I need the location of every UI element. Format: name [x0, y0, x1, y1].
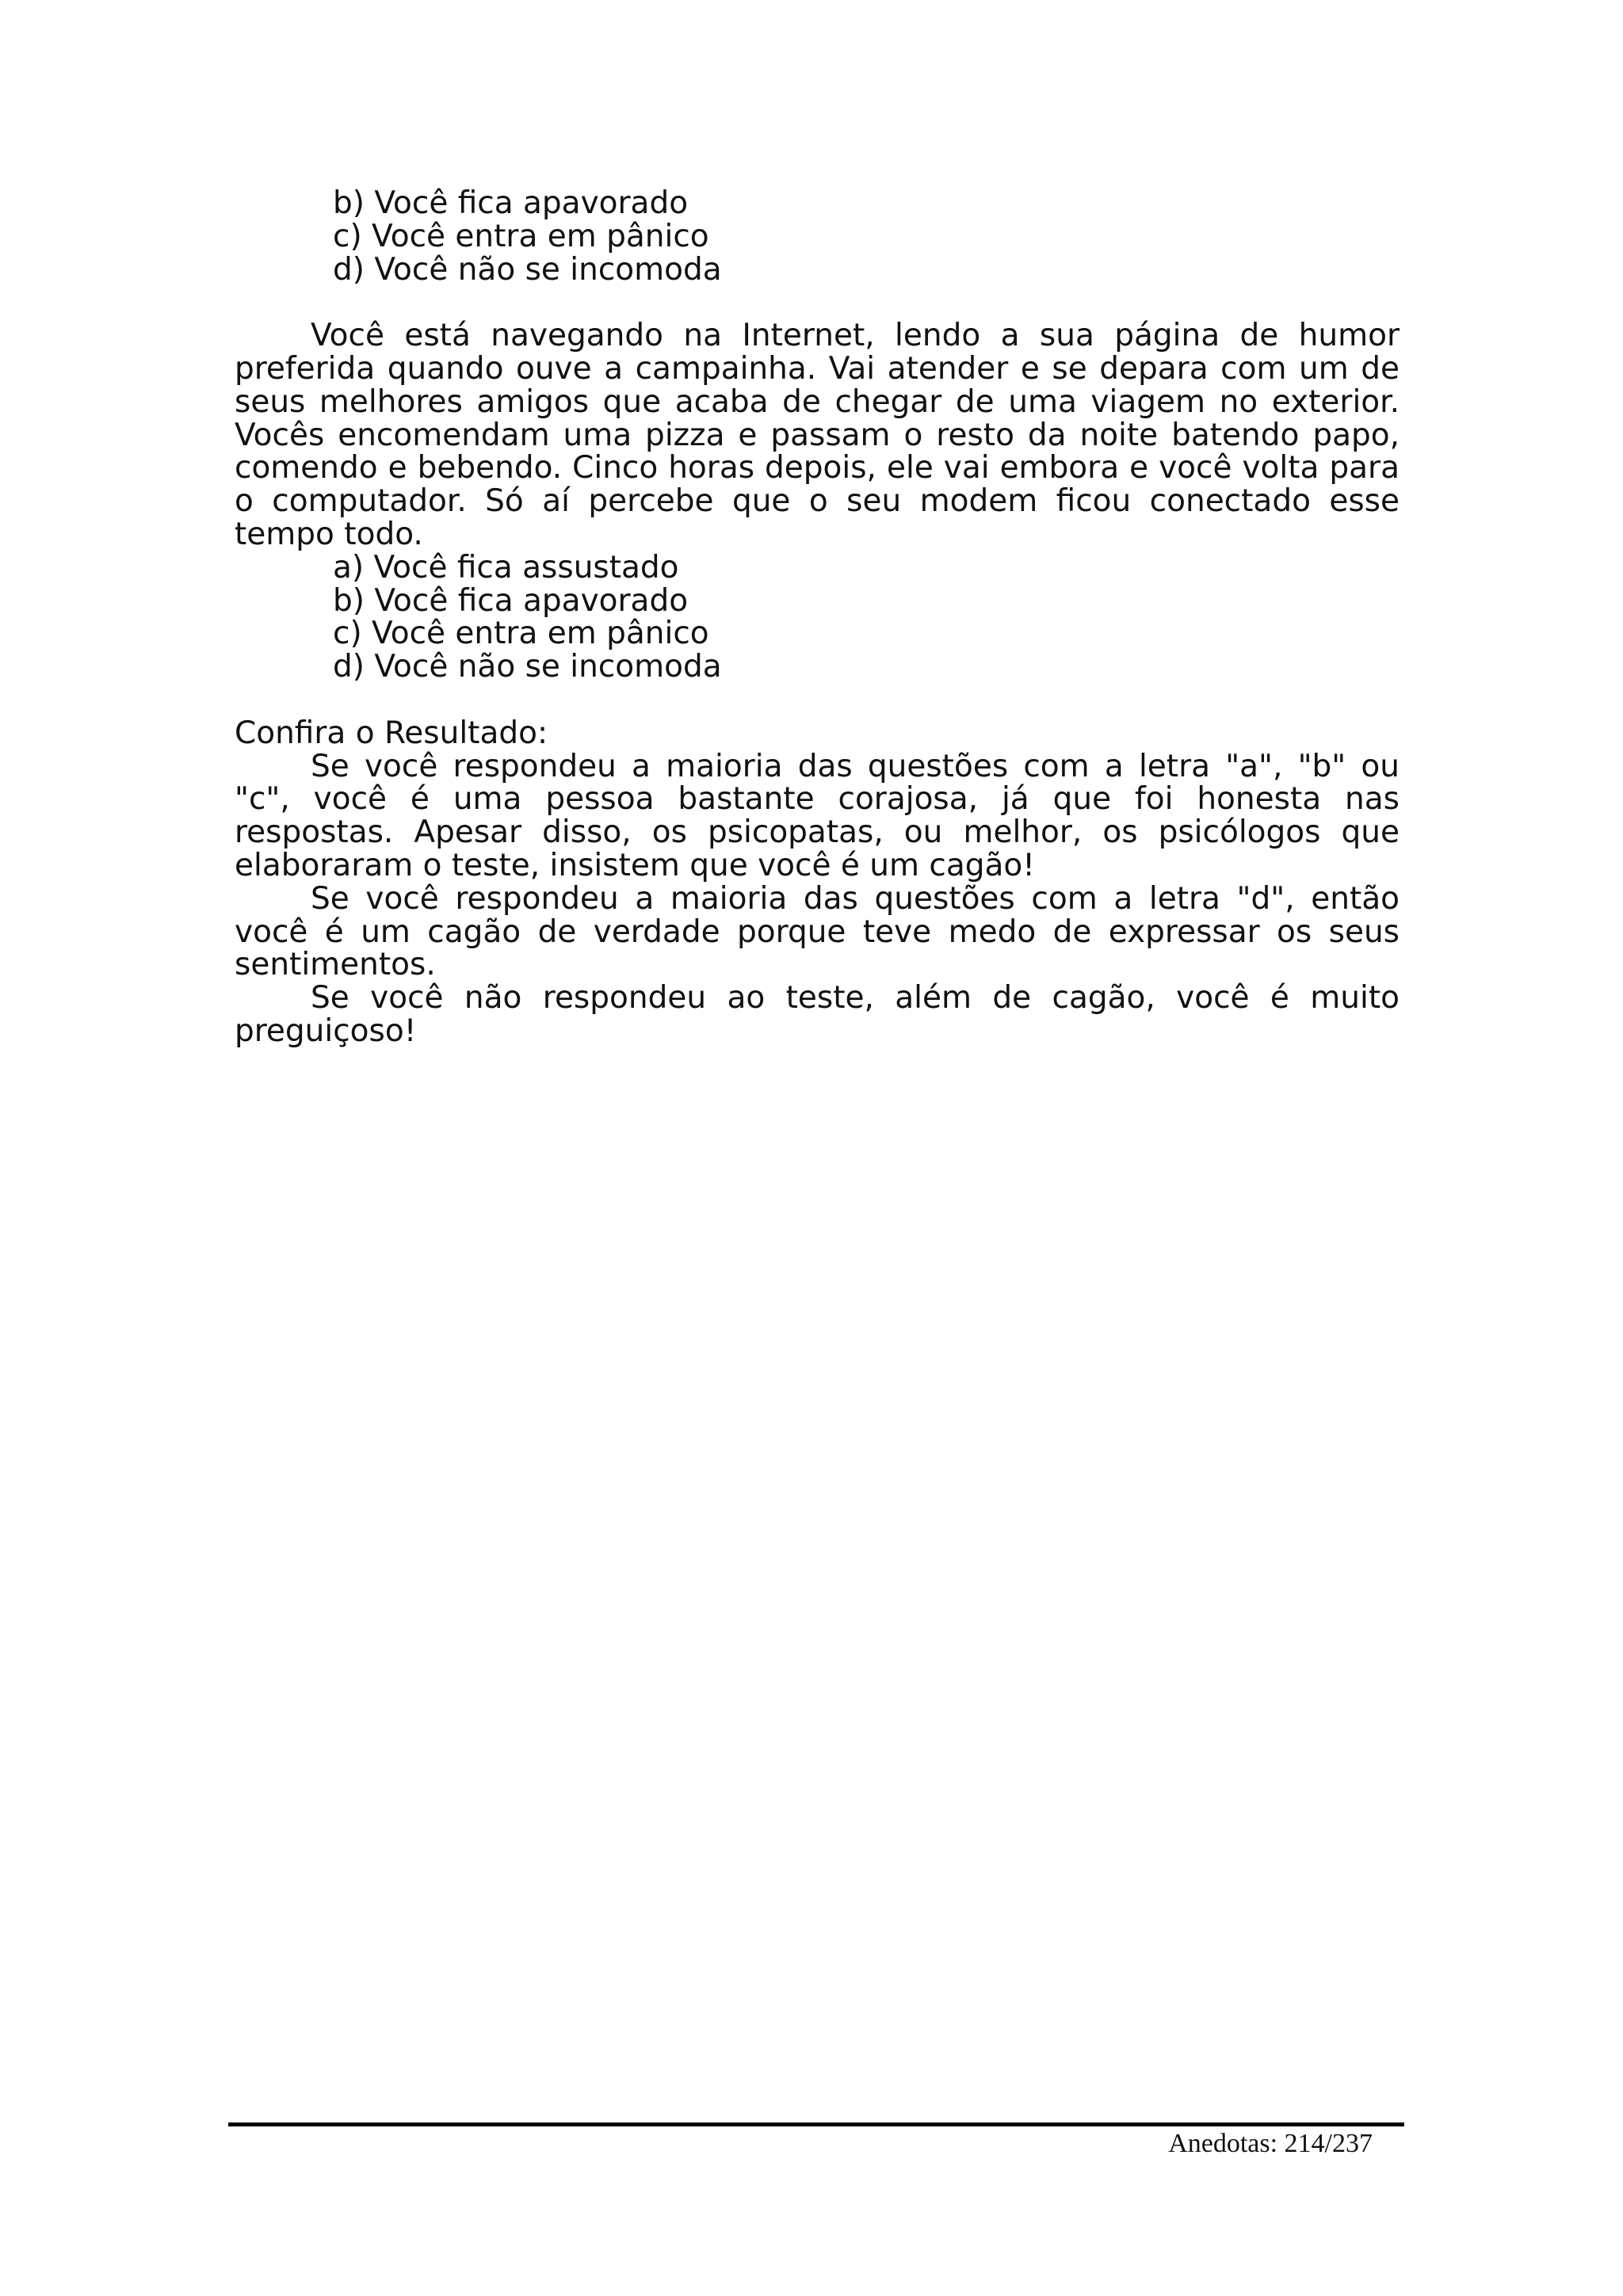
option-d: d) Você não se incomoda: [333, 649, 722, 685]
option-a: a) Você fica assustado: [333, 549, 679, 585]
blank-line: [235, 684, 1400, 717]
result-paragraph-none: Se você não respondeu ao teste, além de cagão, você é muito preguiçoso!: [235, 980, 1400, 1049]
result-paragraph-abc: Se você respondeu a maioria das questões com a letra "a", "b" ou "c", você é uma pessoa bastante corajosa, já que foi honesta nas respostas. Apesar disso, os psicopatas, ou melhor, os psicólogos que elaboraram o teste, insistem que você é um cagão!: [235, 748, 1400, 883]
option-c: c) Você entra em pânico: [333, 616, 709, 652]
result-heading: Confira o Resultado:: [235, 715, 548, 751]
options-list-continued: [235, 187, 1400, 286]
option-b: b) Você fica apavorado: [333, 185, 689, 221]
page-number: Anedotas: 214/237: [1168, 2129, 1373, 2158]
question-paragraph: Você está navegando na Internet, lendo a sua página de humor preferida quando ouve a campainha. Vai atender e se depara com um de seus melhores amigos que acaba de chegar de uma viagem no exterior. Vocês encomendam uma pizza e passam o resto da noite batendo papo, comendo e bebendo. Cinco horas depois, ele vai embora e você volta para o computador. Só aí percebe que o seu modem ficou conectado esse tempo todo.: [235, 318, 1400, 552]
result-paragraph-d: Se você respondeu a maioria das questões com a letra "d", então você é um cagão de verdade porque teve medo de expressar os seus sentimentos.: [235, 880, 1400, 983]
blank-line: [235, 286, 1400, 319]
question-options: [235, 551, 1400, 684]
option-b: b) Você fica apavorado: [333, 582, 689, 619]
option-d: d) Você não se incomoda: [333, 251, 722, 288]
option-c: c) Você entra em pânico: [333, 218, 709, 254]
footer-divider: [228, 2122, 1404, 2126]
page-content: [235, 187, 1400, 1048]
